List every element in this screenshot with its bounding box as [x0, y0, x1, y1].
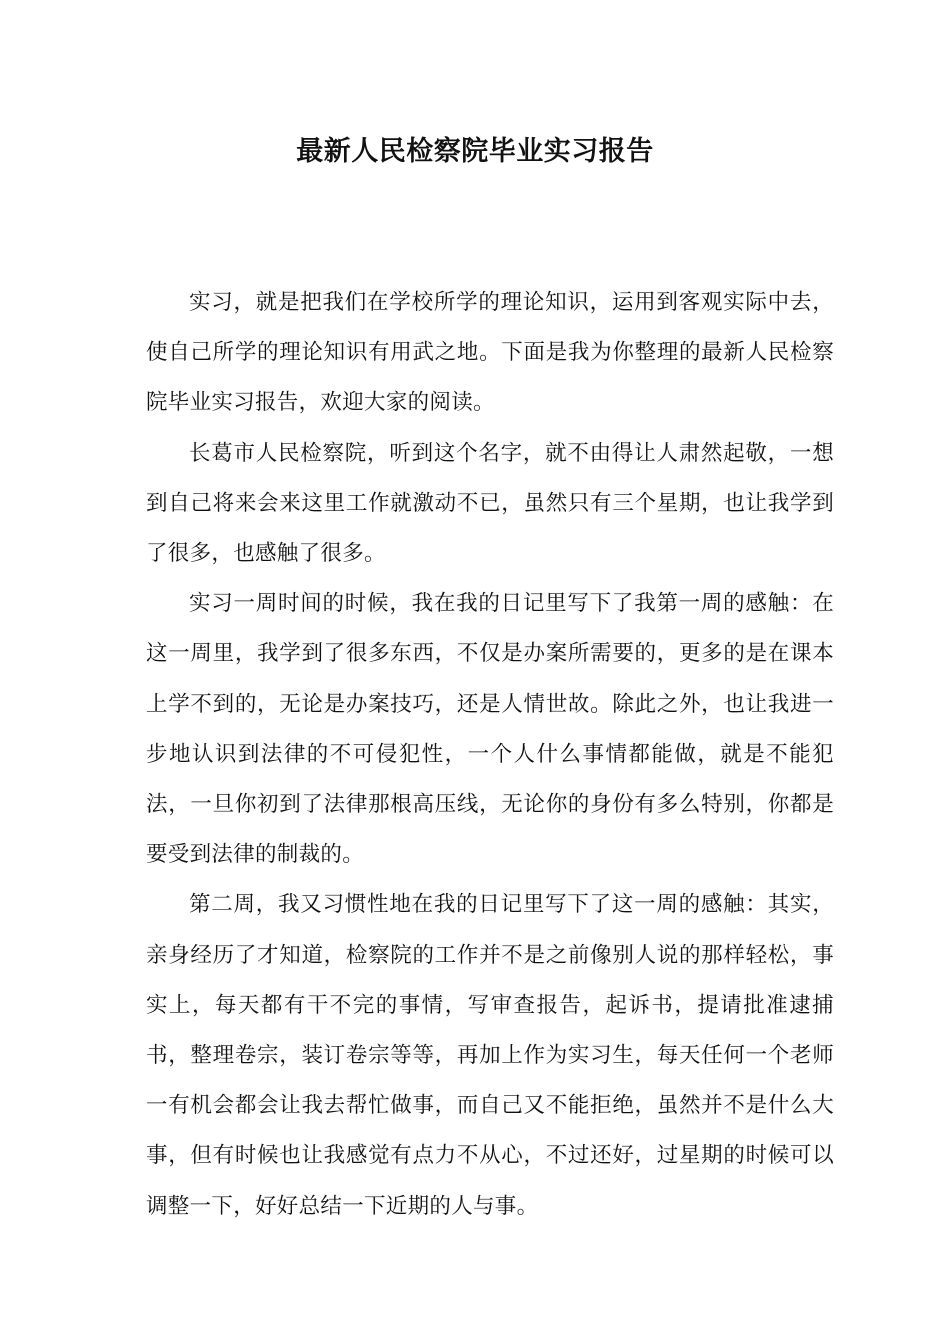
paragraph-changge: 长葛市人民检察院，听到这个名字，就不由得让人肃然起敬，一想到自己将来会来这里工作就激动不已，虽然只有三个星期，也让我学到了很多，也感触了很多。 [146, 440, 834, 567]
paragraph-intro: 实习，就是把我们在学校所学的理论知识，运用到客观实际中去，使自己所学的理论知识有用武之地。下面是我为你整理的最新人民检察院毕业实习报告，欢迎大家的阅读。 [146, 290, 834, 416]
paragraph-week-two: 第二周，我又习惯性地在我的日记里写下了这一周的感触：其实，亲身经历了才知道，检察院的工作并不是之前像别人说的那样轻松，事实上，每天都有干不完的事情，写审查报告，起诉书，提请批准逮捕书，整理卷宗，装订卷宗等等，再加上作为实习生，每天任何一个老师一有机会都会让我去帮忙做事，而自己又不能拒绝，虽然并不是什么大事，但有时候也让我感觉有点力不从心，不过还好，过星期的时候可以调整一下，好好总结一下近期的人与事。 [146, 892, 834, 1219]
paragraph-week-one: 实习一周时间的时候，我在我的日记里写下了我第一周的感触：在这一周里，我学到了很多东西，不仅是办案所需要的，更多的是在课本上学不到的，无论是办案技巧，还是人情世故。除此之外，也让我进一步地认识到法律的不可侵犯性，一个人什么事情都能做，就是不能犯法，一旦你初到了法律那根高压线，无论你的身份有多么特别，你都是要受到法律的制裁的。 [146, 591, 834, 868]
document-title: 最新人民检察院毕业实习报告 [296, 136, 654, 167]
document-body [146, 278, 834, 1232]
